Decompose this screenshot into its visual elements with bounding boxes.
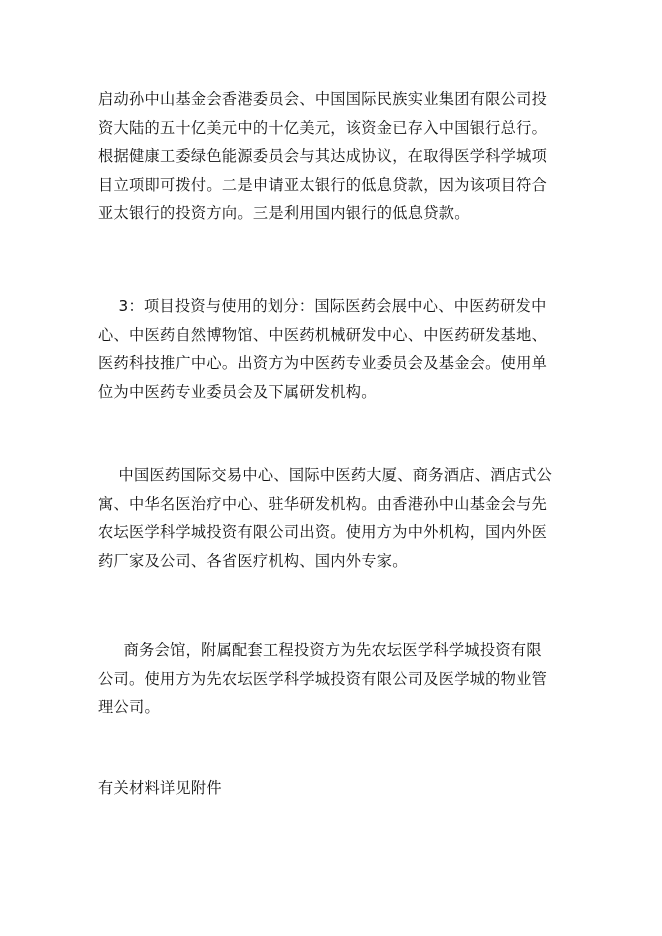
text-line: 位为中医药专业委员会及下属研发机构。 xyxy=(98,382,377,401)
text-line: 3：项目投资与使用的划分：国际医药会展中心、中医药研发中 xyxy=(98,297,547,315)
paragraph-funding-sources xyxy=(98,85,568,228)
text-line: 商务会馆，附属配套工程投资方为先农坛医学科学城投资有限 xyxy=(98,641,542,659)
text-line: 根据健康工委绿色能源委员会与其达成协议，在取得医学科学城项 xyxy=(98,147,548,166)
text-line: 心、中医药自然博物馆、中医药机械研发中心、中医药研发基地、 xyxy=(98,325,548,344)
text-line: 启动孙中山基金会香港委员会、中国国际民族实业集团有限公司投 xyxy=(98,90,548,108)
paragraph-attachment-note xyxy=(98,774,568,803)
text-line: 资大陆的五十亿美元中的十亿美元，该资金已存入中国银行总行。 xyxy=(98,118,548,137)
paragraph-business-hall xyxy=(98,636,568,722)
text-line: 药厂家及公司、各省医疗机构、国内外专家。 xyxy=(98,551,408,570)
text-line: 中国医药国际交易中心、国际中医药大厦、商务酒店、酒店式公 xyxy=(98,466,553,484)
text-line: 公司。使用方为先农坛医学科学城投资有限公司及医学城的物业管 xyxy=(98,669,548,688)
text-line: 医药科技推广中心。出资方为中医药专业委员会及基金会。使用单 xyxy=(98,354,548,373)
text-line: 目立项即可拨付。二是申请亚太银行的低息贷款，因为该项目符合 xyxy=(98,175,548,194)
text-line: 有关材料详见附件 xyxy=(98,779,222,797)
paragraph-investment-division xyxy=(98,292,568,406)
text-line: 农坛医学科学城投资有限公司出资。使用方为中外机构，国内外医 xyxy=(98,523,548,542)
text-line: 亚太银行的投资方向。三是利用国内银行的低息贷款。 xyxy=(98,204,470,223)
text-line: 寓、中华名医治疗中心、驻华研发机构。由香港孙中山基金会与先 xyxy=(98,494,548,513)
text-line: 理公司。 xyxy=(98,698,160,717)
paragraph-trade-center xyxy=(98,461,568,575)
